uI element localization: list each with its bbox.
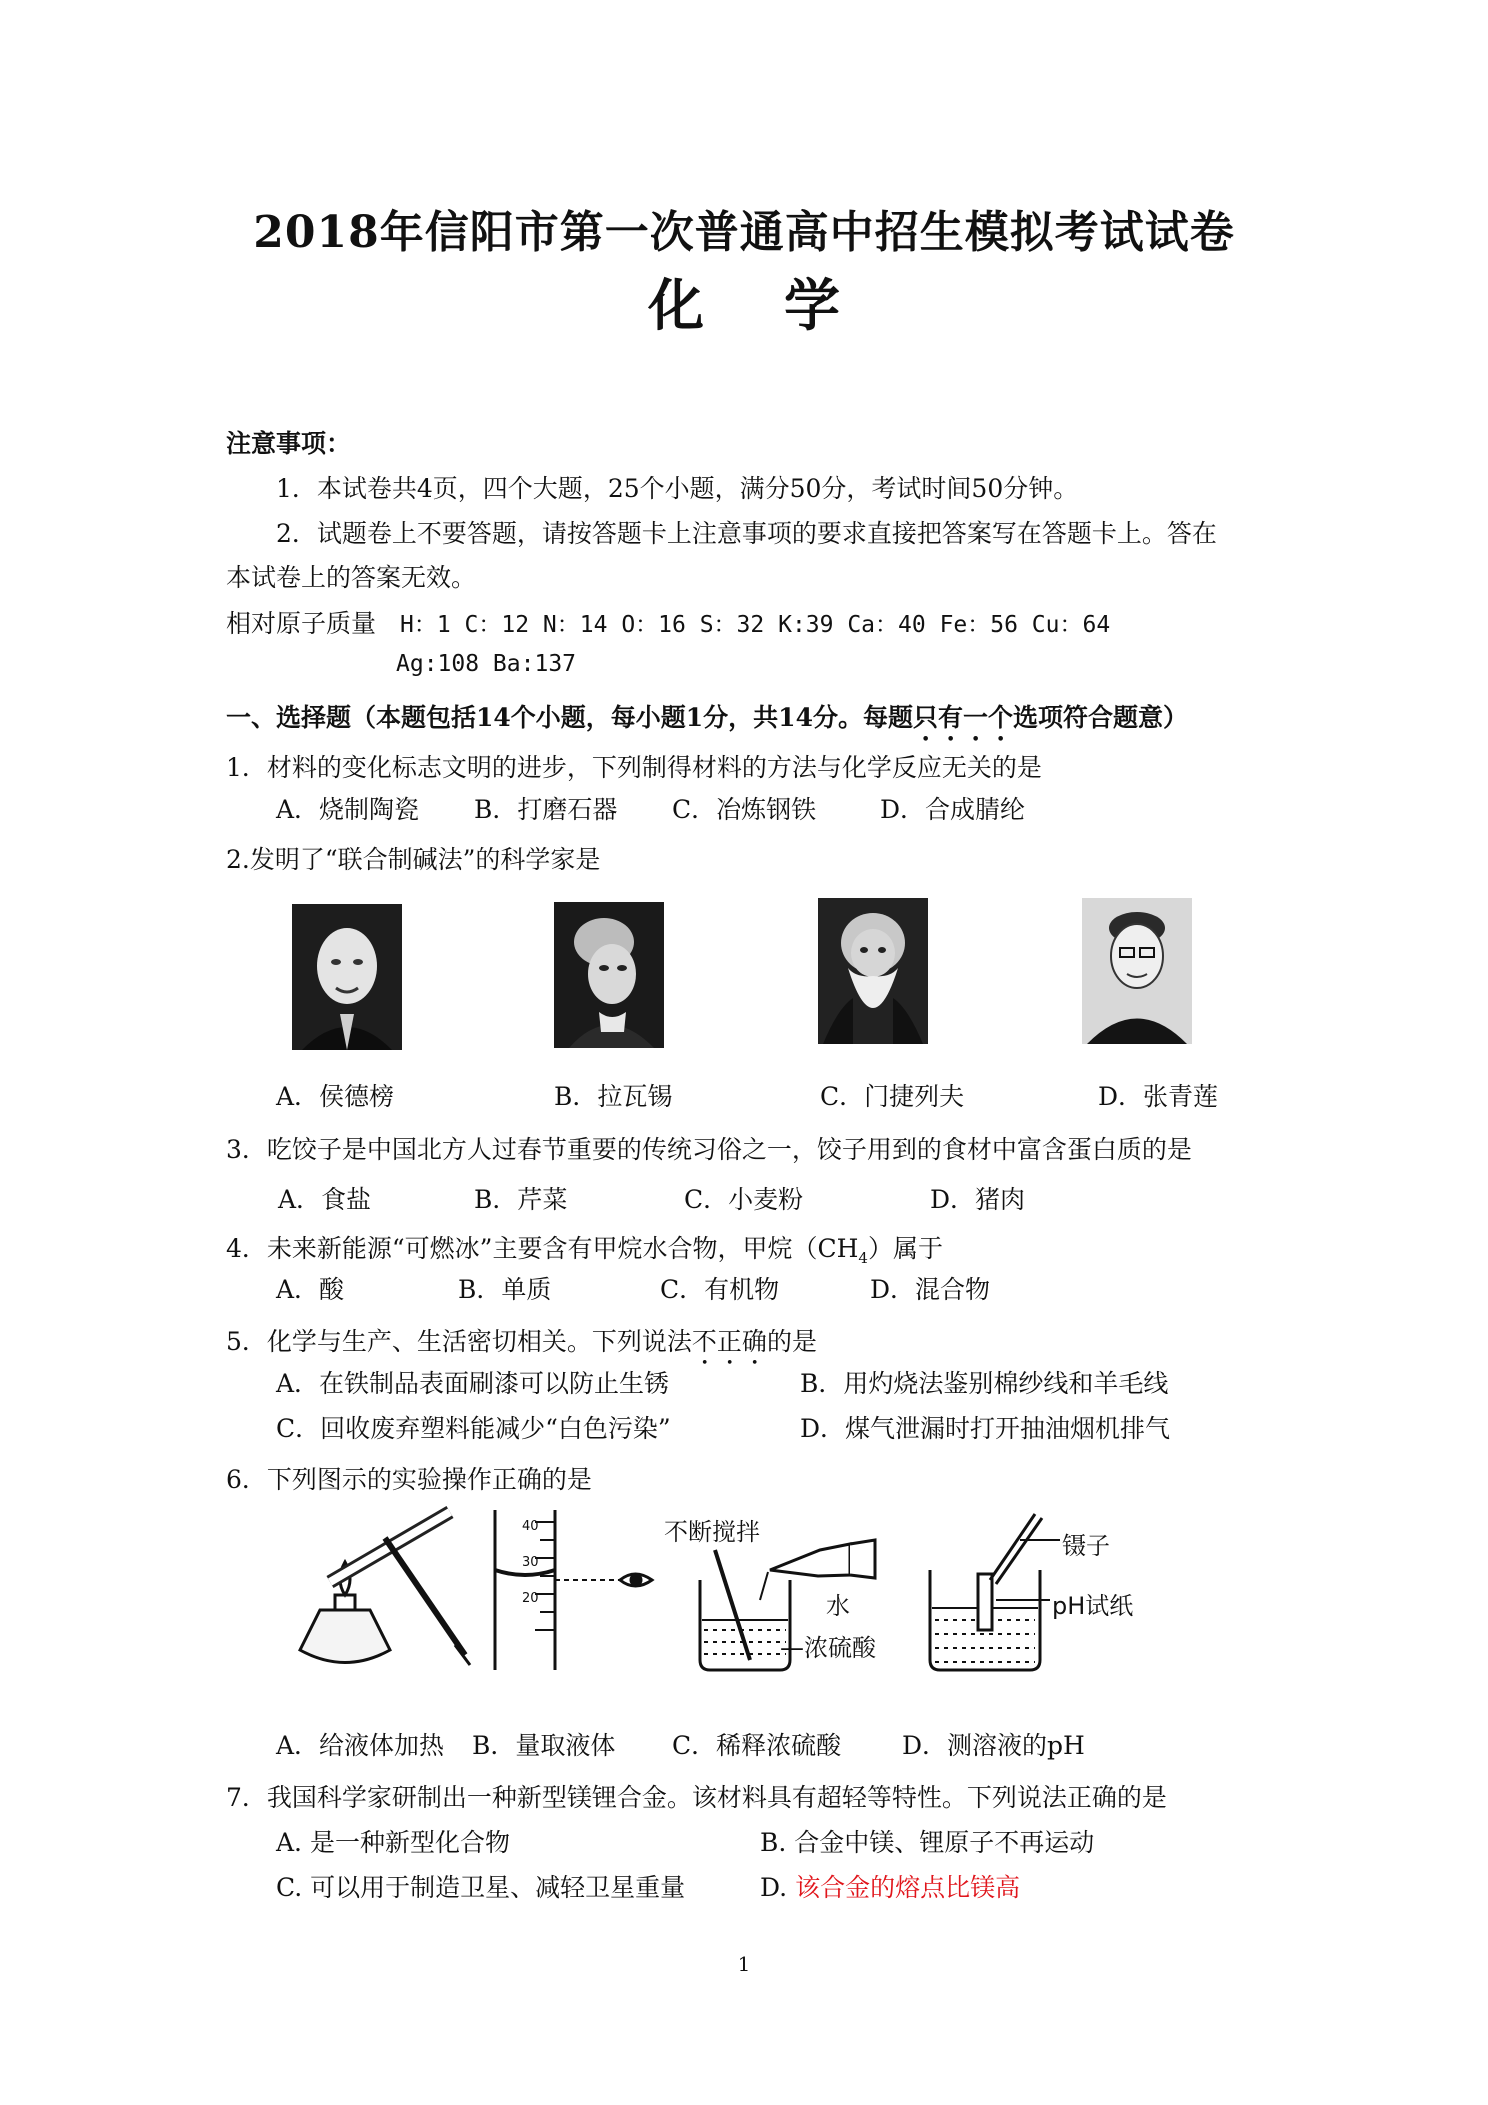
note-item-2-cont: 本试卷上的答案无效。 <box>226 563 477 592</box>
q4-stem-pre: 4．未来新能源“可燃冰”主要含有甲烷水合物，甲烷（CH <box>226 1234 859 1263</box>
q2-option-c: C．门捷列夫 <box>820 1082 965 1111</box>
atomic-masses-line1: H：1 C：12 N：14 O：16 S：32 K:39 Ca：40 Fe：56 Cu：64 <box>400 612 1111 638</box>
q1-stem: 1．材料的变化标志文明的进步，下列制得材料的方法与化学反应无关的是 <box>226 753 1042 782</box>
q5-stem-pre: 5．化学与生产、生活密切相关。下列说法 <box>226 1327 692 1356</box>
q6-option-b: B．量取液体 <box>472 1731 616 1760</box>
section1-heading <box>226 698 1188 747</box>
note-item-1: 1．本试卷共4页，四个大题，25个小题，满分50分，考试时间50分钟。 <box>276 474 1079 503</box>
fig-label-ph-paper: pH试纸 <box>1052 1592 1134 1620</box>
q4-stem-subscript: 4 <box>858 1249 868 1267</box>
q3-stem: 3．吃饺子是中国北方人过春节重要的传统习俗之一，饺子用到的食材中富含蛋白质的是 <box>226 1135 1192 1164</box>
section1-heading-emph: 只有一个 <box>912 703 1013 732</box>
cylinder-tick-20: 20 <box>522 1591 539 1606</box>
note-item-2: 2．试题卷上不要答题，请按答题卡上注意事项的要求直接把答案写在答题卡上。答在 <box>276 519 1217 548</box>
q4-option-b: B．单质 <box>458 1275 552 1304</box>
q5-option-b: B．用灼烧法鉴别棉纱线和羊毛线 <box>800 1369 1169 1398</box>
atomic-masses-line2: Ag:108 Ba:137 <box>396 651 577 677</box>
q4-stem <box>226 1229 943 1267</box>
q1-option-a: A．烧制陶瓷 <box>276 795 420 824</box>
q7-option-c: C. 可以用于制造卫星、减轻卫星重量 <box>276 1873 686 1902</box>
q5-stem-emph: 不正确 <box>691 1327 767 1356</box>
q1-option-c: C．冶炼钢铁 <box>672 795 817 824</box>
notes-heading: 注意事项： <box>226 429 352 458</box>
page-number: 1 <box>737 1952 751 1976</box>
q3-option-d: D．猪肉 <box>930 1185 1026 1214</box>
q5-stem-post: 的是 <box>766 1327 817 1356</box>
fig-label-tweezers: 镊子 <box>1062 1532 1110 1560</box>
q3-option-a: A．食盐 <box>278 1185 372 1214</box>
q2-option-b: B．拉瓦锡 <box>554 1082 673 1111</box>
q7-option-d <box>760 1868 1020 1904</box>
q6-stem: 6．下列图示的实验操作正确的是 <box>226 1465 592 1494</box>
portrait-mendeleev <box>818 898 928 1044</box>
q1-option-d: D．合成腈纶 <box>880 795 1026 824</box>
q6-option-d: D．测溶液的pH <box>902 1731 1085 1760</box>
q1-option-b: B．打磨石器 <box>474 795 618 824</box>
q7-option-b: B. 合金中镁、锂原子不再运动 <box>760 1828 1095 1857</box>
q4-stem-post: ）属于 <box>867 1234 943 1263</box>
q4-option-d: D．混合物 <box>870 1275 991 1304</box>
q2-stem: 2.发明了“联合制碱法”的科学家是 <box>226 845 601 874</box>
exam-title: 2018年信阳市第一次普通高中招生模拟考试试卷 <box>253 207 1235 258</box>
portrait-hou-debang <box>292 904 402 1050</box>
q6-option-c: C．稀释浓硫酸 <box>672 1731 842 1760</box>
q3-option-b: B．芹菜 <box>474 1185 568 1214</box>
q5-option-c: C．回收废弃塑料能减少“白色污染” <box>276 1414 671 1443</box>
section1-heading-post: 选项符合题意） <box>1013 703 1189 732</box>
q6-option-a: A．给液体加热 <box>276 1731 445 1760</box>
section1-heading-pre: 一、选择题（本题包括14个小题，每小题1分，共14分。每题 <box>226 703 913 732</box>
q4-option-c: C．有机物 <box>660 1275 780 1304</box>
portrait-zhang-qinglian <box>1082 898 1192 1044</box>
cylinder-tick-40: 40 <box>522 1519 539 1534</box>
portrait-lavoisier <box>554 902 664 1048</box>
subject-title: 化学 <box>648 273 920 339</box>
q4-option-a: A．酸 <box>276 1275 345 1304</box>
q3-option-c: C．小麦粉 <box>684 1185 804 1214</box>
cylinder-tick-30: 30 <box>522 1555 539 1570</box>
q7-option-a: A. 是一种新型化合物 <box>276 1828 510 1857</box>
fig-label-acid: —浓硫酸 <box>780 1634 876 1662</box>
atomic-masses-label: 相对原子质量 <box>226 609 377 638</box>
q7-option-d-answer: 该合金的熔点比镁高 <box>795 1873 1021 1902</box>
q2-option-d: D．张青莲 <box>1098 1082 1219 1111</box>
q7-option-d-label: D. <box>760 1873 788 1902</box>
fig-label-stir: 不断搅拌 <box>664 1518 760 1546</box>
fig-measuring-ph <box>930 1514 1060 1670</box>
fig-heating-liquid <box>300 1512 470 1665</box>
fig-measuring-cylinder <box>495 1510 652 1670</box>
q5-option-d: D．煤气泄漏时打开抽油烟机排气 <box>800 1414 1171 1443</box>
q2-option-a: A．侯德榜 <box>276 1082 395 1111</box>
fig-label-water: 水 <box>826 1592 850 1620</box>
q5-option-a: A．在铁制品表面刷漆可以防止生锈 <box>276 1369 670 1398</box>
q7-stem: 7．我国科学家研制出一种新型镁锂合金。该材料具有超轻等特性。下列说法正确的是 <box>226 1783 1167 1812</box>
